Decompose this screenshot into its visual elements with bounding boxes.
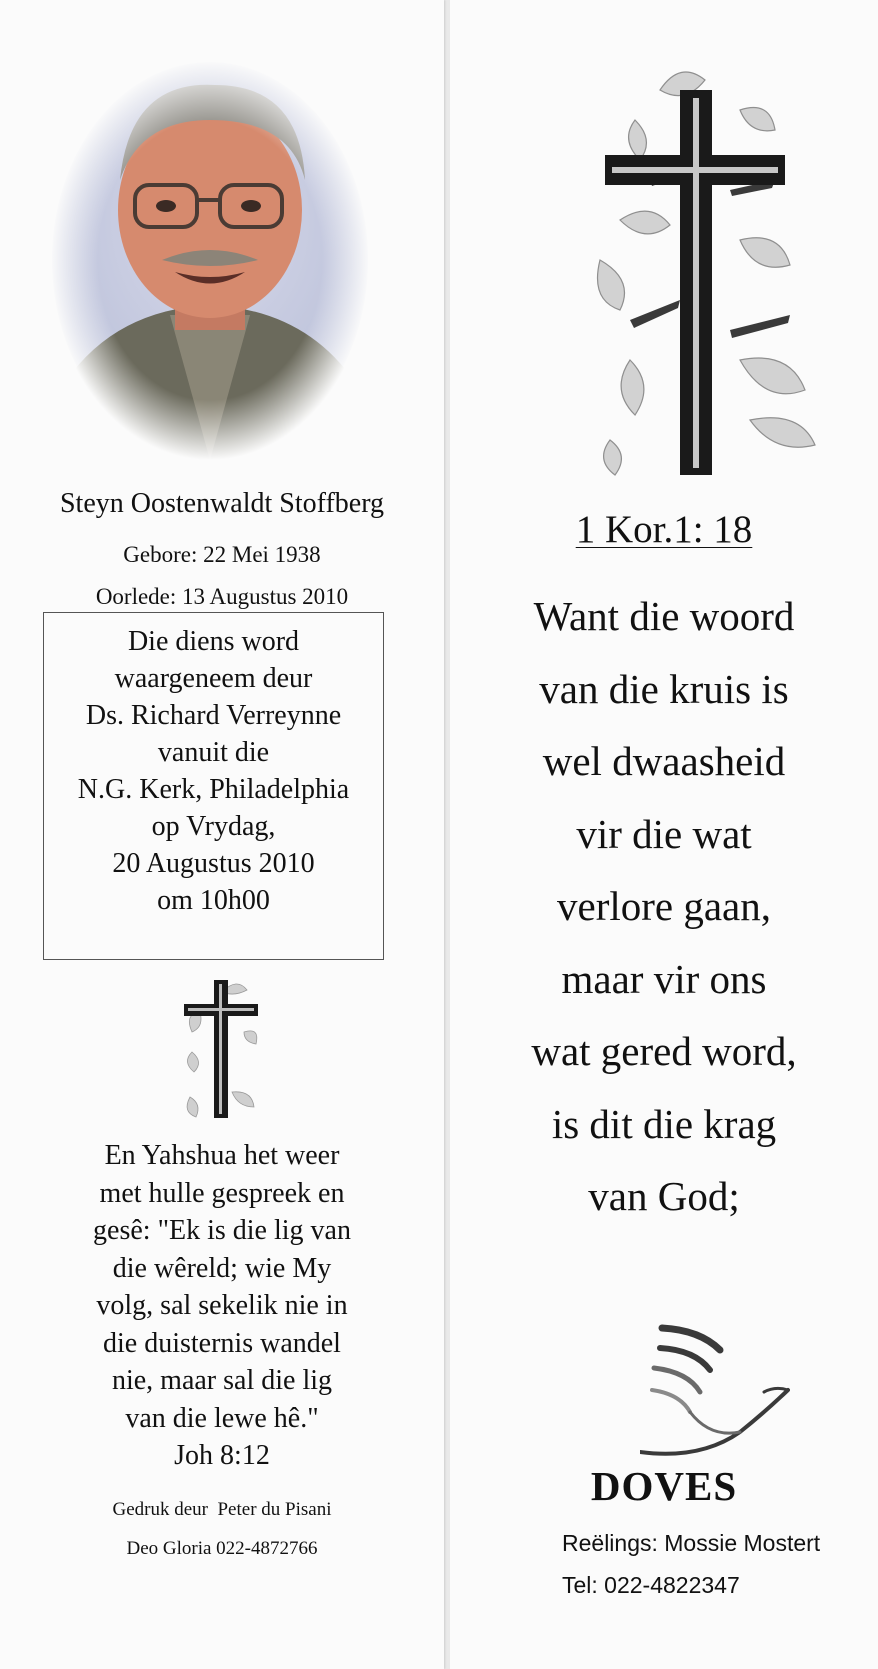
verse-line: van God; [588,1173,740,1219]
portrait-photo [50,60,370,460]
right-bookmark-panel [450,0,878,1669]
service-line: Die diens word [127,626,300,657]
verse-line: En Yahshua het weer [104,1140,340,1171]
verse-line: van die kruis is [539,665,789,712]
verse-line: met hulle gespreek en [99,1177,345,1209]
service-line: N.G. Kerk, Philadelphia [77,774,350,805]
verse-line: nie, maar sal die lig [111,1365,333,1396]
printed-by: Gedruk deur Peter du Pisani [112,1499,332,1520]
john-verse [30,1137,414,1475]
service-line: om 10h00 [157,885,270,916]
corinthians-verse [450,580,878,1233]
death-date: Oorlede: 13 Augustus 2010 [95,584,349,609]
service-line: 20 Augustus 2010 [112,848,315,879]
service-details-box [43,612,384,960]
telephone-number: Tel: 022-4822347 [562,1572,740,1598]
service-line: vanuit die [157,737,270,768]
service-line: waargeneem deur [114,663,313,694]
scripture-reference: 1 Kor.1: 18 [575,508,753,551]
verse-line: wat gered word, [531,1028,797,1074]
dove-logo-icon [640,1320,790,1460]
cross-with-lilies-icon [182,972,262,1122]
verse-line: vir die wat [576,810,752,857]
cross-with-lilies-icon [590,60,820,480]
verse-line: verlore gaan, [557,883,771,929]
printer-contact: Deo Gloria 022-4872766 [126,1538,318,1559]
verse-line: is dit die krag [551,1100,777,1147]
verse-line: gesê: "Ek is die lig van [93,1215,351,1246]
arrangements-contact: Reëlings: Mossie Mostert [562,1530,821,1556]
deceased-name: Steyn Oostenwaldt Stoffberg [59,488,385,519]
doves-brand-name: DOVES [590,1463,738,1509]
service-line: op Vrydag, [151,811,276,842]
verse-line: van die lewe hê." [125,1402,319,1434]
birth-date: Gebore: 22 Mei 1938 [123,542,321,567]
verse-line: maar vir ons [561,955,767,1002]
verse-reference: Joh 8:12 [174,1440,270,1471]
verse-line: wel dwaasheid [542,738,786,784]
verse-line: Want die woord [533,593,795,639]
verse-line: die wêreld; wie My [112,1252,332,1284]
verse-line: die duisternis wandel [103,1327,341,1359]
service-line: Ds. Richard Verreynne [85,700,342,731]
verse-line: volg, sal sekelik nie in [96,1290,348,1321]
